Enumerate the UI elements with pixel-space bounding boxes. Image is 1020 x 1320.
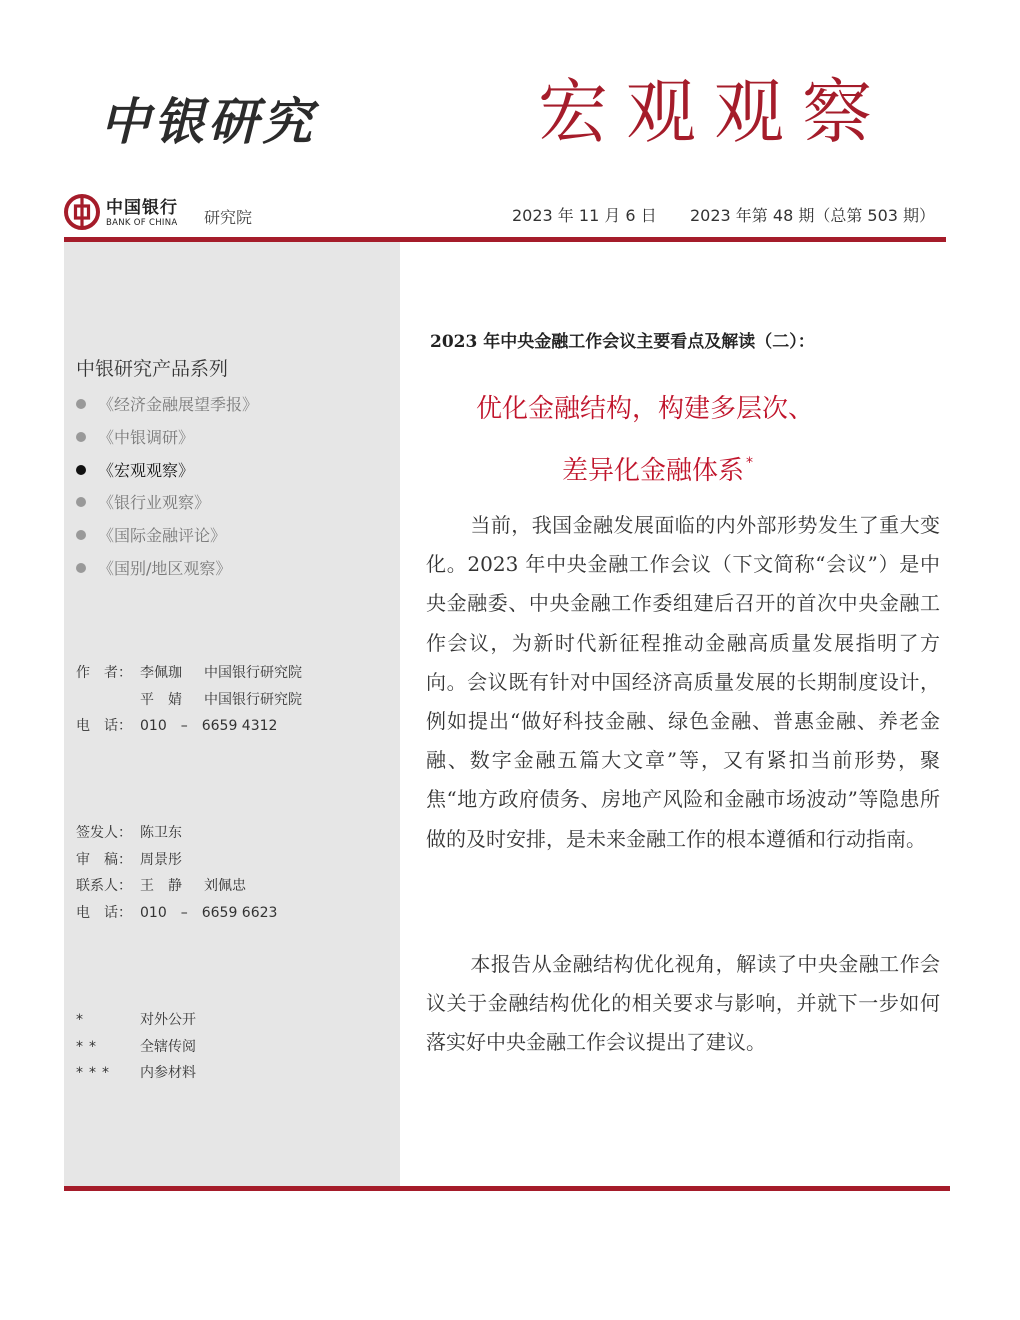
issuer-label: 签发人： (76, 825, 132, 841)
bank-of-china-logo-icon (64, 194, 100, 230)
bullet-icon (76, 432, 86, 442)
report-series-title: 宏观观察 (538, 71, 890, 153)
issuer-name: 陈卫东 (140, 825, 182, 841)
author-info (76, 660, 302, 740)
brand-calligraphy-logo: 中银研究 (100, 92, 316, 151)
footer-divider (64, 1186, 950, 1191)
contact-name: 刘佩忠 (204, 878, 246, 894)
contact-phone-label: 电 话： (76, 904, 132, 921)
access-stars: ** (76, 1038, 102, 1055)
bank-name-en: BANK OF CHINA (106, 218, 178, 228)
article-kicker: 2023 年中央金融工作会议主要看点及解读（二）： (430, 332, 815, 352)
author-name: 李佩珈 (140, 665, 182, 681)
access-label: 全辖传阅 (140, 1038, 196, 1055)
article-paragraph: 当前，我国金融发展面临的内外部形势发生了重大变化。2023 年中央金融工作会议（下文简称“会议”）是中央金融委、中央金融工作委组建后召开的首次中央金融工作会议，为新时代新征程推动金融高质量发展指明了方向。会议既有针对中国经济高质量发展的长期制度设计，例如提出“做好科技金融、绿色金融、普惠金融、养老金融、数字金融五篇大文章”等，又有紧扣当前形势，聚焦“地方政府债务、房地产风险和金融市场波动”等隐患所做的及时安排，是未来金融工作的根本遵循和行动指南。 (426, 513, 940, 851)
article-paragraph: 本报告从金融结构优化视角，解读了中央金融工作会议关于金融结构优化的相关要求与影响，并就下一步如何落实好中央金融工作会议提出了建议。 (426, 952, 940, 1055)
bullet-icon (76, 530, 86, 540)
access-label: 对外公开 (140, 1012, 196, 1028)
series-item: 《中银调研》 (76, 426, 258, 459)
author-name: 平 婧 (140, 691, 182, 708)
access-level-legend (76, 1007, 196, 1087)
product-series-heading: 中银研究产品系列 (76, 358, 229, 380)
phone-label: 电 话： (76, 718, 132, 734)
signoff-info (76, 820, 277, 926)
series-item: 《国际金融评论》 (76, 524, 258, 557)
author-org: 中国银行研究院 (204, 665, 302, 681)
author-label: 作 者： (76, 665, 132, 681)
reviewer-label: 审 稿： (76, 851, 132, 868)
article-headline-line2: 差异化金融体系 * (562, 455, 754, 486)
access-stars: *** (76, 1065, 115, 1081)
product-series-list (76, 393, 258, 590)
bullet-icon (76, 465, 86, 475)
bullet-icon (76, 497, 86, 507)
access-label: 内参材料 (140, 1065, 196, 1081)
bank-name-cn: 中国银行 (106, 198, 178, 218)
issue-date: 2023 年 11 月 6 日 (512, 206, 657, 225)
institute-label: 研究院 (204, 208, 253, 227)
bullet-icon (76, 399, 86, 409)
access-stars: * (76, 1012, 89, 1028)
author-org: 中国银行研究院 (204, 691, 302, 708)
series-item: 《经济金融展望季报》 (76, 393, 258, 426)
reviewer-name: 周景彤 (140, 851, 182, 868)
contact-name: 王 静 (140, 878, 182, 894)
issue-number: 2023 年第 48 期（总第 503 期） (690, 206, 936, 225)
author-phone: 010 – 6659 4312 (140, 718, 278, 734)
footnote-mark: * (746, 455, 754, 471)
contact-label: 联系人： (76, 878, 132, 894)
series-item: 《银行业观察》 (76, 491, 258, 524)
series-item: 《国别/地区观察》 (76, 557, 258, 590)
contact-phone: 010 – 6659 6623 (140, 904, 278, 921)
article-headline-line1: 优化金融结构，构建多层次、 (476, 394, 815, 424)
bullet-icon (76, 563, 86, 573)
series-item-active: 《宏观观察》 (76, 459, 258, 492)
